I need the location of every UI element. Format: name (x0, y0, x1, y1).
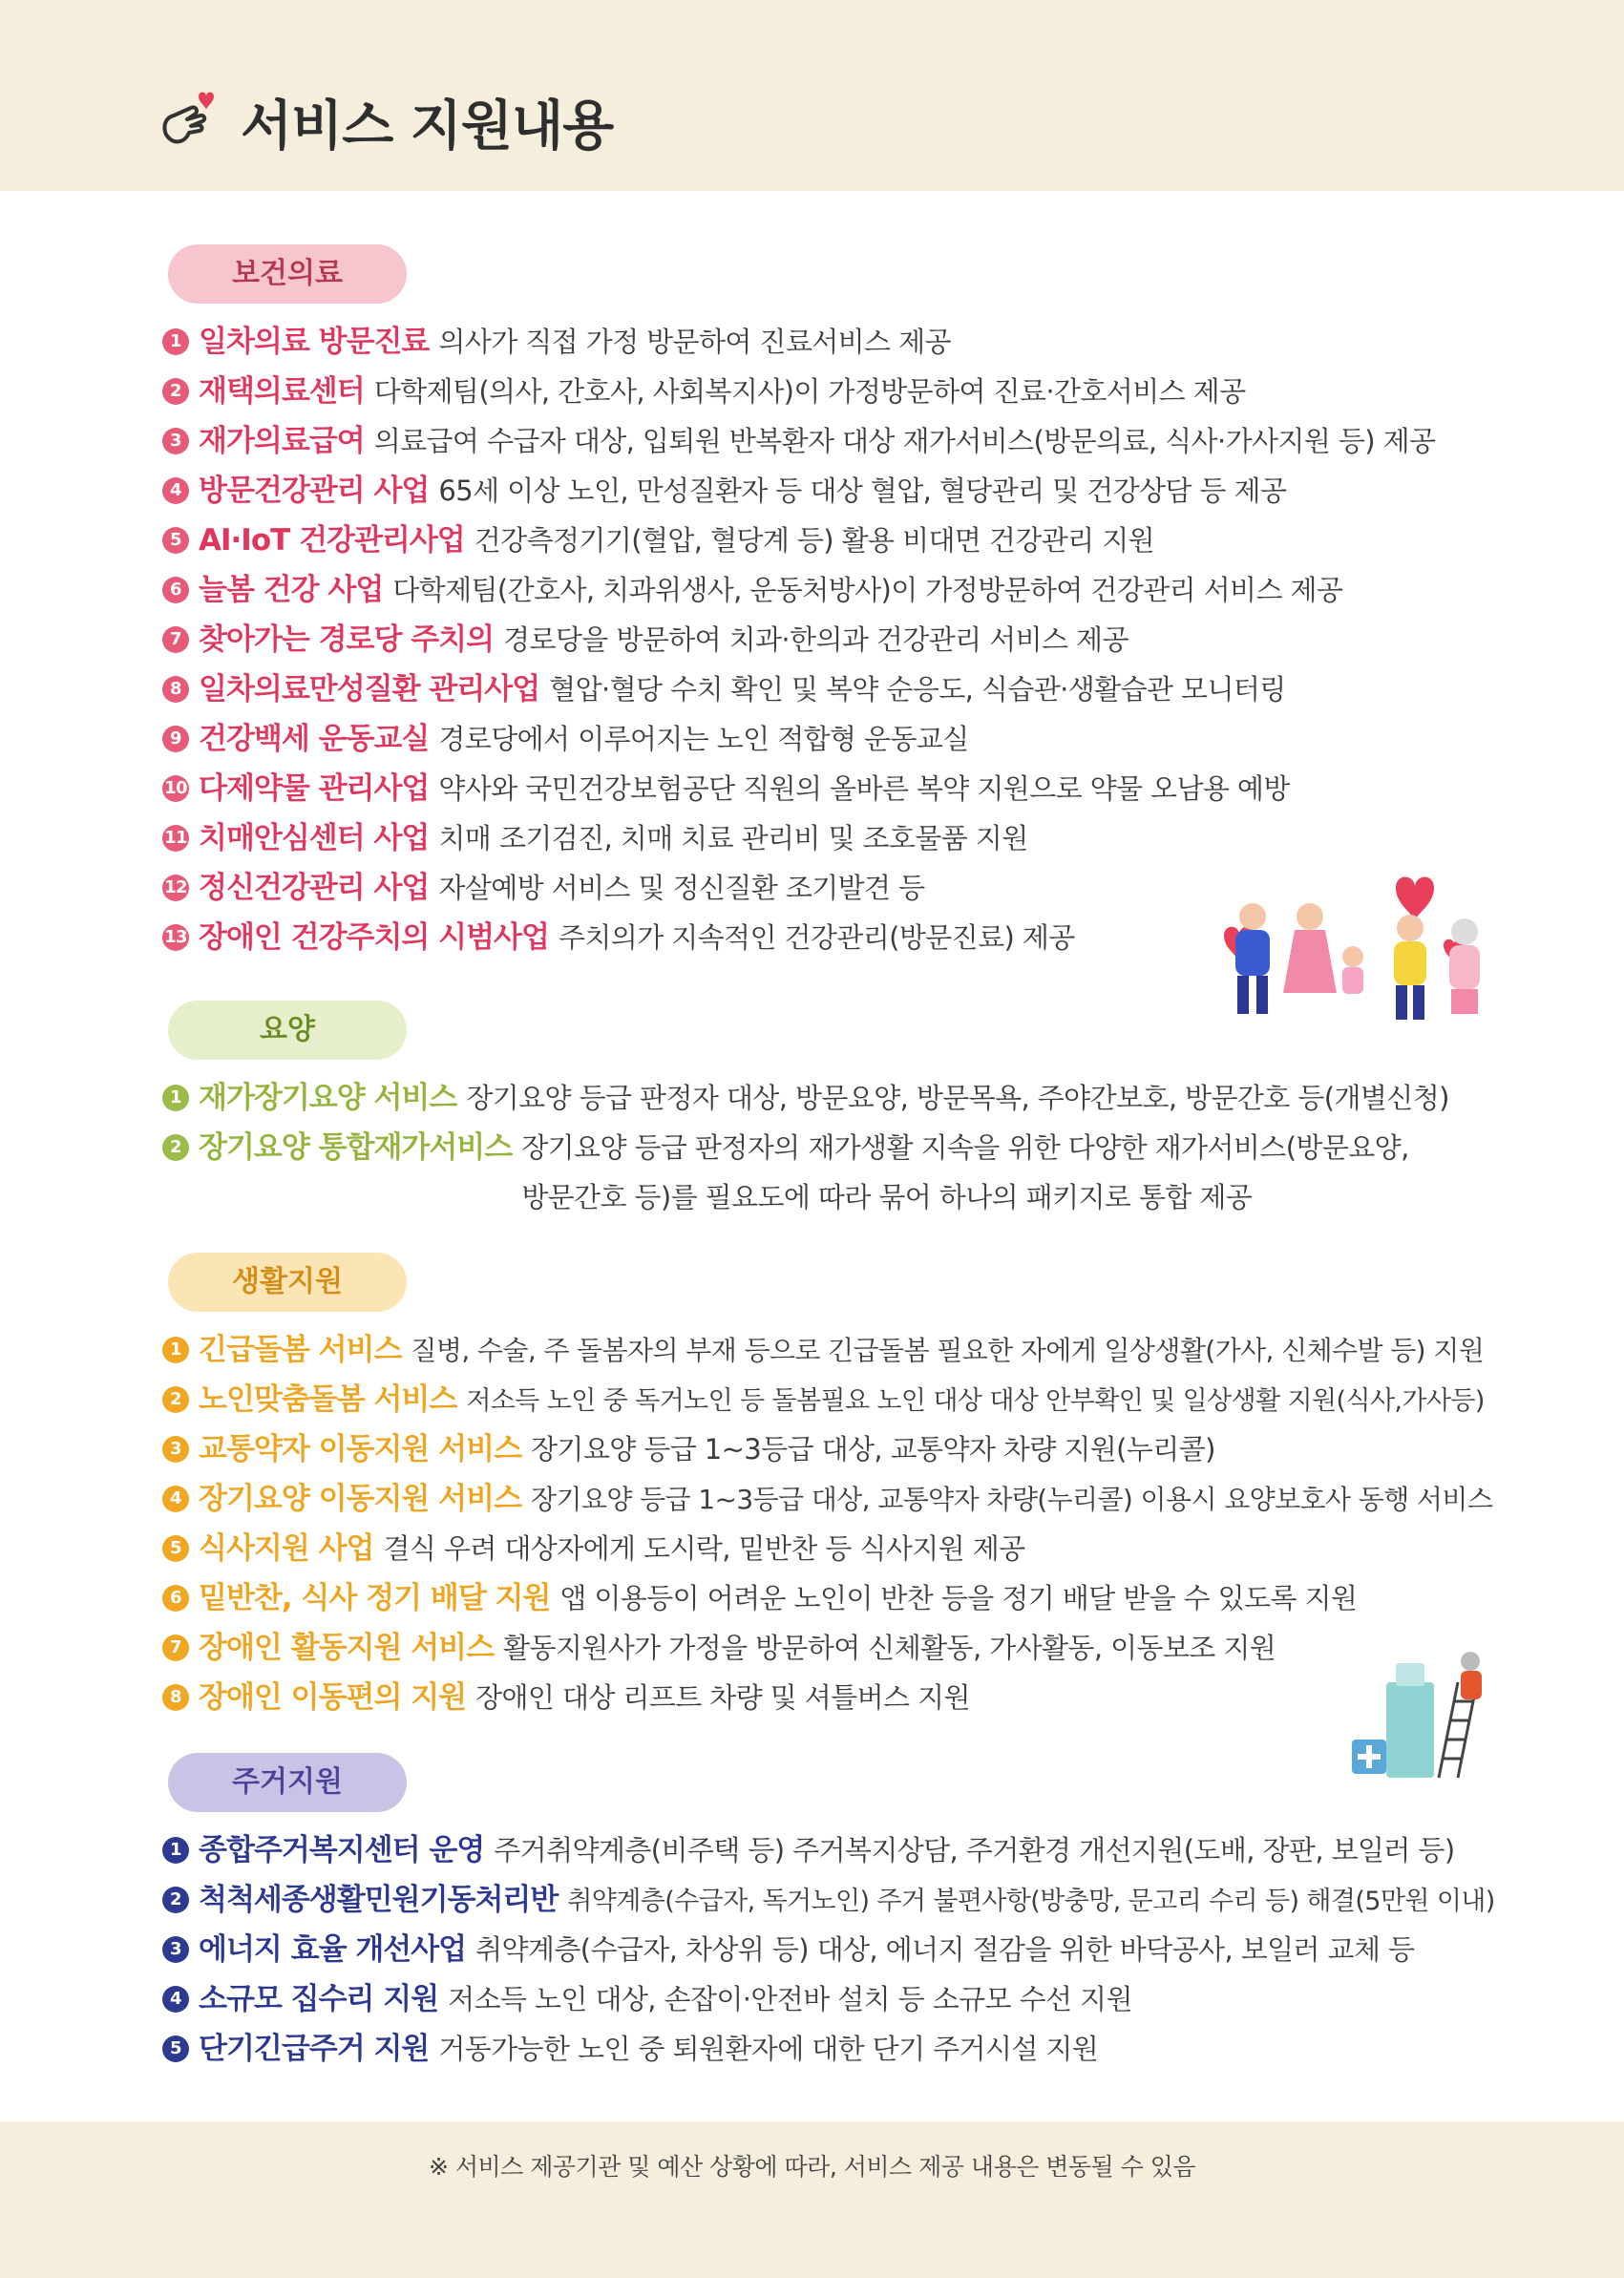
item-number-badge: 2 (162, 1887, 189, 1913)
item-number-badge: 12 (162, 875, 189, 901)
service-description: 경로당에서 이루어지는 노인 적합형 운동교실 (438, 723, 969, 755)
service-name: 방문건강관리 사업 (199, 474, 430, 508)
service-description: 의료급여 수급자 대상, 입퇴원 반복환자 대상 재가서비스(방문의료, 식사·가사지원 등) 제공 (373, 425, 1436, 457)
service-name: 장기요양 이동지원 서비스 (199, 1482, 521, 1516)
service-name: 밑반찬, 식사 정기 배달 지원 (199, 1581, 551, 1615)
service-description: 약사와 국민건강보험공단 직원의 올바른 복약 지원으로 약물 오남용 예방 (438, 772, 1290, 805)
service-description: 장기요양 등급 1~3등급 대상, 교통약자 차량(누리콜) 이용시 요양보호사 동행 서비스 (531, 1484, 1493, 1515)
service-description: 저소득 노인 대상, 손잡이·안전바 설치 등 소규모 수선 지원 (448, 1983, 1132, 2015)
section-label-health: 보건의료 (168, 244, 407, 304)
family-illustration (1205, 869, 1510, 1031)
service-item (162, 416, 1499, 466)
service-description: 취약계층(수급자, 차상위 등) 대상, 에너지 절감을 위한 바닥공사, 보일러 교체 등 (475, 1933, 1415, 1966)
service-name: 식사지원 사업 (199, 1531, 374, 1566)
service-item (162, 1673, 1499, 1722)
item-number-badge: 11 (162, 825, 189, 852)
service-name: 척척세종생활민원기동처리반 (199, 1883, 559, 1917)
item-number-badge: 7 (162, 1635, 189, 1661)
item-number-badge: 2 (162, 378, 189, 405)
item-number-badge: 5 (162, 2035, 189, 2062)
item-number-badge: 3 (162, 428, 189, 454)
item-number-badge: 1 (162, 1337, 189, 1363)
item-number-badge: 6 (162, 1585, 189, 1612)
item-number-badge: 13 (162, 924, 189, 951)
service-name: 장애인 이동편의 지원 (199, 1680, 467, 1715)
service-description: 혈압·혈당 수치 확인 및 복약 순응도, 식습관·생활습관 모니터링 (549, 673, 1286, 706)
service-description: 65세 이상 노인, 만성질환자 등 대상 혈압, 혈당관리 및 건강상담 등 제공 (438, 475, 1287, 507)
service-description: 장애인 대상 리프트 차량 및 셔틀버스 지원 (475, 1681, 970, 1714)
service-item (162, 1474, 1499, 1524)
service-description: 주거취약계층(비주택 등) 주거복지상담, 주거환경 개선지원(도배, 장판, 보일러 등) (494, 1834, 1455, 1867)
service-name: 장애인 건강주치의 시범사업 (199, 920, 549, 955)
service-description: 자살예방 서비스 및 정신질환 조기발견 등 (438, 872, 925, 904)
finger-heart-icon (153, 87, 223, 158)
service-description: 경로당을 방문하여 치과·한의과 건강관리 서비스 제공 (503, 623, 1128, 656)
service-item (162, 516, 1499, 565)
title-group (153, 84, 613, 160)
section-care (162, 1001, 1499, 1222)
service-item (162, 1375, 1499, 1424)
service-item (162, 1524, 1499, 1573)
service-name: 장기요양 통합재가서비스 (199, 1130, 513, 1165)
service-name: 긴급돌봄 서비스 (199, 1333, 402, 1367)
service-description: 질병, 수술, 주 돌봄자의 부재 등으로 긴급돌봄 필요한 자에게 일상생활(가사, 신체수발 등) 지원 (411, 1335, 1485, 1366)
section-house (162, 1753, 1499, 2074)
service-name: 소규모 집수리 지원 (199, 1982, 439, 2016)
footer-band (0, 2121, 1624, 2278)
item-number-badge: 4 (162, 1986, 189, 2013)
service-name: 찾아가는 경로당 주치의 (199, 622, 495, 657)
service-description: 다학제팀(간호사, 치과위생사, 운동처방사)이 가정방문하여 건강관리 서비스 제공 (392, 574, 1343, 606)
item-number-badge: 5 (162, 1535, 189, 1562)
service-item (162, 1123, 1499, 1222)
service-item (162, 1424, 1499, 1474)
item-number-badge: 3 (162, 1936, 189, 1963)
item-number-badge: 5 (162, 527, 189, 554)
service-item (162, 813, 1499, 863)
service-description: 장기요양 등급 1~3등급 대상, 교통약자 차량 지원(누리콜) (531, 1433, 1215, 1466)
item-number-badge: 10 (162, 775, 189, 802)
service-name: 에너지 효율 개선사업 (199, 1932, 467, 1967)
service-name: 단기긴급주거 지원 (199, 2032, 430, 2066)
service-name: 재택의료센터 (199, 374, 365, 409)
service-item (162, 714, 1499, 764)
service-item (162, 367, 1499, 416)
item-number-badge: 4 (162, 1486, 189, 1512)
service-name: 일차의료만성질환 관리사업 (199, 672, 540, 707)
service-description: 다학제팀(의사, 간호사, 사회복지사)이 가정방문하여 진료·간호서비스 제공 (373, 375, 1246, 408)
service-item (162, 1825, 1499, 1875)
service-name: 재가의료급여 (199, 424, 365, 458)
service-item (162, 1974, 1499, 2024)
service-item (162, 664, 1499, 714)
house-repair-illustration (1348, 1644, 1491, 1787)
service-item (162, 764, 1499, 813)
service-name: 정신건강관리 사업 (199, 871, 430, 905)
section-life (162, 1253, 1499, 1722)
service-item (162, 1325, 1499, 1375)
service-name: 장애인 활동지원 서비스 (199, 1631, 495, 1665)
service-name: 치매안심센터 사업 (199, 821, 430, 855)
service-description: 장기요양 등급 판정자의 재가생활 지속을 위한 다양한 재가서비스(방문요양, 방문간호 등)를 필요도에 따라 묶어 하나의 패키지로 통합 제공 (521, 1131, 1409, 1213)
care-list (162, 1073, 1499, 1222)
item-number-badge: 1 (162, 1085, 189, 1111)
item-number-badge: 2 (162, 1134, 189, 1161)
section-label-house: 주거지원 (168, 1753, 407, 1812)
footer-note: ※ 서비스 제공기관 및 예산 상황에 따라, 서비스 제공 내용은 변동될 수 있음 (428, 2153, 1196, 2181)
section-label-life: 생활지원 (168, 1253, 407, 1312)
service-description: 앱 이용등이 어려운 노인이 반찬 등을 정기 배달 받을 수 있도록 지원 (559, 1582, 1358, 1614)
service-description: 건강측정기기(혈압, 혈당계 등) 활용 비대면 건강관리 지원 (474, 524, 1155, 557)
item-number-badge: 7 (162, 626, 189, 653)
section-label-care: 요양 (168, 1001, 407, 1060)
service-description: 취약계층(수급자, 독거노인) 주거 불편사항(방충망, 문고리 수리 등) 해결(5만원 이내) (567, 1887, 1495, 1916)
service-description: 주치의가 지속적인 건강관리(방문진료) 제공 (558, 921, 1075, 954)
item-number-badge: 6 (162, 577, 189, 603)
service-description: 장기요양 등급 판정자 대상, 방문요양, 방문목욕, 주야간보호, 방문간호 등(개별신청) (466, 1082, 1449, 1114)
item-number-badge: 1 (162, 1837, 189, 1864)
service-name: 다제약물 관리사업 (199, 771, 430, 806)
item-number-badge: 1 (162, 328, 189, 355)
service-item (162, 1623, 1499, 1673)
page-title: 서비스 지원내용 (241, 95, 614, 158)
service-name: 노인맞춤돌봄 서비스 (199, 1382, 457, 1417)
life-list (162, 1325, 1499, 1722)
service-item (162, 615, 1499, 664)
item-number-badge: 2 (162, 1386, 189, 1413)
service-name: 늘봄 건강 사업 (199, 573, 384, 607)
service-name: 재가장기요양 서비스 (199, 1081, 457, 1115)
service-name: 종합주거복지센터 운영 (199, 1833, 485, 1867)
service-item (162, 1073, 1499, 1123)
health-list (162, 317, 1499, 962)
service-item (162, 1925, 1499, 1974)
service-description: 거동가능한 노인 중 퇴원환자에 대한 단기 주거시설 지원 (438, 2033, 1099, 2065)
item-number-badge: 8 (162, 1684, 189, 1711)
item-number-badge: 4 (162, 477, 189, 504)
item-number-badge: 8 (162, 676, 189, 703)
house-list (162, 1825, 1499, 2074)
service-item (162, 1573, 1499, 1623)
service-description: 저소득 노인 중 독거노인 등 돌봄필요 노인 대상 대상 안부확인 및 일상생활 지원(식사,가사등) (466, 1386, 1485, 1416)
service-description: 의사가 직접 가정 방문하여 진료서비스 제공 (438, 326, 951, 358)
item-number-badge: 3 (162, 1436, 189, 1463)
service-name: 건강백세 운동교실 (199, 722, 430, 756)
service-item (162, 466, 1499, 516)
section-health (162, 244, 1499, 962)
service-name: 교통약자 이동지원 서비스 (199, 1432, 521, 1466)
service-item (162, 565, 1499, 615)
service-description: 결식 우려 대상자에게 도시락, 밑반찬 등 식사지원 제공 (383, 1532, 1025, 1565)
service-item (162, 1875, 1499, 1925)
item-number-badge: 9 (162, 726, 189, 752)
service-description: 치매 조기검진, 치매 치료 관리비 및 조호물품 지원 (438, 822, 1028, 854)
service-item (162, 317, 1499, 367)
service-name: AI·IoT 건강관리사업 (199, 523, 465, 558)
service-item (162, 2024, 1499, 2074)
service-name: 일차의료 방문진료 (199, 325, 430, 359)
service-description: 활동지원사가 가정을 방문하여 신체활동, 가사활동, 이동보조 지원 (503, 1632, 1276, 1664)
